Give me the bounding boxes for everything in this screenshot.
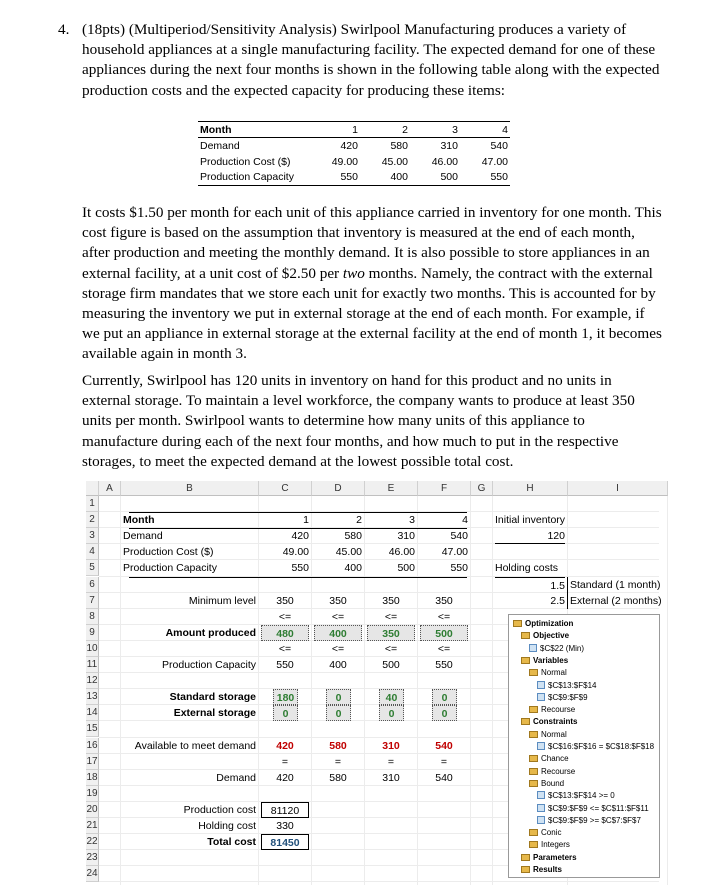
row-header: 22 bbox=[86, 834, 99, 850]
tree-item[interactable] bbox=[529, 729, 567, 740]
table-row bbox=[198, 170, 510, 186]
cell-value: 420 bbox=[276, 771, 294, 784]
cell-value: 540 bbox=[435, 739, 453, 752]
cell-decision-variable: 40 bbox=[379, 689, 404, 705]
sheet-corner bbox=[86, 481, 99, 496]
row-header: 2 bbox=[86, 512, 99, 528]
row-header: 14 bbox=[86, 705, 99, 721]
cell-value: 350 bbox=[382, 594, 400, 607]
tree-item-label: $C$22 (Min) bbox=[540, 643, 585, 653]
tree-item[interactable] bbox=[513, 618, 573, 629]
paragraph-text: It costs $1.50 per month for each unit of this appliance carried in inventory for one month. This cost figure is based on the assumption that inventory is measured at the end of each month, after production and meeting the monthly demand. It is also possible to store appliances in an external facility, at a unit cost of $2.50 per bbox=[82, 204, 662, 282]
tree-item-label: Conic bbox=[541, 828, 562, 838]
cell-value: 350 bbox=[435, 594, 453, 607]
table-cell: 500 bbox=[410, 170, 460, 186]
tree-item-label: Results bbox=[533, 865, 562, 874]
cell-value: 400 bbox=[344, 562, 362, 575]
cell-label: Holding cost bbox=[198, 820, 256, 832]
row-header: 5 bbox=[86, 560, 99, 576]
row-header: 11 bbox=[86, 657, 99, 673]
cell-label: Standard (1 month) bbox=[570, 578, 661, 591]
cell-value: 46.00 bbox=[388, 546, 415, 559]
cell-value: 2.5 bbox=[550, 594, 565, 607]
tree-item[interactable] bbox=[521, 655, 568, 666]
tree-item[interactable] bbox=[529, 766, 575, 777]
cell-op: <= bbox=[278, 610, 292, 623]
tree-item[interactable] bbox=[529, 667, 567, 678]
row-header: 3 bbox=[86, 528, 99, 544]
cell-decision-variable: 0 bbox=[326, 705, 351, 721]
tree-item-label: $C$9:$F$9 <= $C$11:$F$11 bbox=[548, 803, 649, 813]
constraint-icon bbox=[537, 791, 545, 799]
tree-item-label: Normal bbox=[541, 729, 567, 739]
paragraph-emphasis: two bbox=[342, 264, 365, 282]
folder-icon bbox=[521, 632, 530, 639]
cell-decision-variable: 0 bbox=[379, 705, 404, 721]
cell-label: Month bbox=[123, 514, 155, 527]
column-header: I bbox=[568, 481, 668, 496]
table-cell: 550 bbox=[460, 170, 510, 186]
problem-number: 4. bbox=[58, 21, 70, 38]
cell-value: 310 bbox=[382, 739, 400, 752]
folder-icon bbox=[521, 657, 530, 664]
row-header: 23 bbox=[86, 850, 99, 866]
row-header: 6 bbox=[86, 577, 99, 593]
row-label: Demand bbox=[200, 139, 240, 152]
column-header: G bbox=[471, 481, 493, 496]
cell-label: Demand bbox=[123, 530, 163, 543]
cell-value: 550 bbox=[291, 562, 309, 575]
cell-value: 540 bbox=[435, 771, 453, 784]
cell-op: <= bbox=[437, 610, 451, 623]
folder-icon bbox=[529, 780, 538, 787]
cell-value: 550 bbox=[450, 562, 468, 575]
table-cell: 550 bbox=[310, 170, 360, 186]
tree-item-label: $C$13:$F$14 bbox=[548, 680, 597, 690]
cell-value: 81120 bbox=[261, 802, 309, 818]
folder-icon bbox=[529, 829, 538, 836]
column-header: E bbox=[365, 481, 418, 496]
cell-op: = bbox=[440, 755, 448, 768]
cell-value: 330 bbox=[276, 820, 294, 832]
cell-value: 1 bbox=[303, 514, 309, 527]
table-cell: 47.00 bbox=[481, 155, 508, 168]
grid-col-line bbox=[470, 496, 471, 885]
row-header: 4 bbox=[86, 544, 99, 560]
row-header: 13 bbox=[86, 689, 99, 705]
cell-label: External (2 months) bbox=[570, 594, 662, 607]
problem-intro-text: (18pts) (Multiperiod/Sensitivity Analysis) Swirlpool Manufacturing produces a variety of household appliances at a single manufacturing facility. The expected demand for one of these appliances during the next four months is shown in the following table along with the expected production costs and the expected capacity for producing these items: bbox=[82, 21, 660, 99]
grid-col-line bbox=[364, 496, 365, 885]
folder-icon bbox=[529, 669, 538, 676]
table-cell: 580 bbox=[390, 139, 408, 152]
grid-col-line bbox=[667, 496, 668, 885]
cell-decision-variable: 0 bbox=[432, 689, 457, 705]
cell-label: Production Cost ($) bbox=[123, 546, 214, 559]
cell-value: 310 bbox=[397, 530, 415, 543]
table-cell: 3 bbox=[410, 122, 460, 138]
tree-item[interactable] bbox=[537, 790, 615, 801]
cell-op: = bbox=[334, 755, 342, 768]
tree-item[interactable] bbox=[521, 864, 562, 875]
tree-item-label: Objective bbox=[533, 631, 570, 641]
row-header: 1 bbox=[86, 496, 99, 512]
cell-value: 45.00 bbox=[335, 546, 362, 559]
cell-value: 580 bbox=[344, 530, 362, 543]
cell-label: Production cost bbox=[183, 803, 256, 816]
cell-value: 310 bbox=[382, 771, 400, 784]
table-cell: 420 bbox=[340, 139, 358, 152]
cell-value: 550 bbox=[435, 659, 453, 671]
constraint-icon bbox=[537, 742, 545, 750]
constraint-icon bbox=[537, 681, 545, 689]
grid-col-line bbox=[120, 496, 121, 885]
cell-decision-variable: 500 bbox=[420, 625, 468, 641]
tree-item-label: Constraints bbox=[533, 717, 578, 727]
cell-value: 350 bbox=[276, 594, 294, 607]
cell-label: Total cost bbox=[207, 836, 256, 849]
cell-label: External storage bbox=[173, 707, 256, 720]
grid-col-line bbox=[492, 496, 493, 885]
folder-icon bbox=[529, 755, 538, 762]
folder-icon bbox=[529, 706, 538, 713]
table-rule bbox=[129, 528, 467, 529]
tree-item-label: Chance bbox=[541, 754, 569, 764]
cell-value: 3 bbox=[409, 514, 415, 527]
column-header: F bbox=[418, 481, 471, 496]
column-header: B bbox=[121, 481, 259, 496]
cell-op: = bbox=[281, 755, 289, 768]
constraint-icon bbox=[537, 816, 545, 824]
cell-op: <= bbox=[331, 610, 345, 623]
row-header: 17 bbox=[86, 754, 99, 770]
column-header: H bbox=[493, 481, 568, 496]
cell-op: <= bbox=[384, 642, 398, 655]
tree-item[interactable] bbox=[521, 716, 577, 727]
row-header: 8 bbox=[86, 609, 99, 625]
cell-decision-variable: 480 bbox=[261, 625, 309, 641]
tree-item[interactable] bbox=[537, 815, 641, 826]
table-cell: 4 bbox=[460, 122, 510, 138]
tree-item-label: $C$9:$F$9 bbox=[548, 692, 588, 702]
cell-op: <= bbox=[331, 642, 345, 655]
row-header: 16 bbox=[86, 738, 99, 754]
cell-value: 580 bbox=[329, 771, 347, 784]
tree-item-label: Optimization bbox=[525, 619, 574, 628]
cell-value: 580 bbox=[329, 739, 347, 752]
demand-table bbox=[198, 121, 510, 186]
row-header: 21 bbox=[86, 818, 99, 834]
tree-item-label: Variables bbox=[533, 655, 569, 665]
cell-decision-variable: 350 bbox=[367, 625, 415, 641]
table-cell: 400 bbox=[360, 170, 410, 186]
row-header: 15 bbox=[86, 721, 99, 737]
row-header: 12 bbox=[86, 673, 99, 689]
tree-item-label: Recourse bbox=[541, 766, 576, 776]
cell-value: 500 bbox=[397, 562, 415, 575]
cell-value: 420 bbox=[276, 739, 294, 752]
row-label: Production Capacity bbox=[198, 170, 310, 186]
tree-item[interactable] bbox=[529, 827, 561, 838]
row-header: 9 bbox=[86, 625, 99, 641]
table-row bbox=[198, 138, 510, 154]
table-rule bbox=[129, 512, 467, 513]
constraint-icon bbox=[537, 693, 545, 701]
row-header: 10 bbox=[86, 641, 99, 657]
folder-icon bbox=[521, 854, 530, 861]
row-header: 19 bbox=[86, 786, 99, 802]
cell-value: 120 bbox=[495, 528, 565, 544]
cell-op: = bbox=[387, 755, 395, 768]
cell-label: Minimum level bbox=[188, 594, 256, 607]
tree-item[interactable] bbox=[521, 852, 577, 863]
tree-item[interactable] bbox=[529, 839, 570, 850]
column-header: A bbox=[99, 481, 121, 496]
column-header: D bbox=[312, 481, 365, 496]
cell-label: Production Capacity bbox=[123, 562, 217, 575]
constraint-icon bbox=[537, 804, 545, 812]
folder-icon bbox=[529, 841, 538, 848]
row-header: 7 bbox=[86, 593, 99, 609]
tree-item-label: Normal bbox=[541, 668, 567, 678]
tree-item[interactable] bbox=[529, 753, 569, 764]
spreadsheet bbox=[86, 481, 662, 885]
tree-item[interactable] bbox=[521, 630, 569, 641]
table-cell: 46.00 bbox=[431, 155, 458, 168]
tree-item-label: $C$13:$F$14 >= 0 bbox=[548, 791, 615, 801]
cell-value: 49.00 bbox=[282, 546, 309, 559]
table-cell: 49.00 bbox=[331, 155, 358, 168]
table-row bbox=[198, 154, 510, 170]
grid-col-line bbox=[258, 496, 259, 885]
cell-label: Standard storage bbox=[169, 691, 256, 704]
cell-decision-variable: 400 bbox=[314, 625, 362, 641]
tree-item[interactable] bbox=[537, 692, 588, 703]
folder-icon bbox=[521, 866, 530, 873]
table-cell: 1 bbox=[310, 122, 360, 138]
table-cell: 540 bbox=[490, 139, 508, 152]
paragraph-storage bbox=[82, 203, 662, 365]
folder-icon bbox=[529, 731, 538, 738]
cell-value: 400 bbox=[329, 659, 347, 671]
tree-item[interactable] bbox=[537, 803, 649, 814]
cell-decision-variable: 180 bbox=[273, 689, 298, 705]
cell-op: <= bbox=[437, 642, 451, 655]
cell-value: 1.5 bbox=[495, 577, 565, 593]
cell-decision-variable: 0 bbox=[326, 689, 351, 705]
tree-item[interactable] bbox=[529, 643, 584, 654]
table-cell: 310 bbox=[440, 139, 458, 152]
cell-label: Amount produced bbox=[165, 626, 256, 639]
cell-decision-variable: 0 bbox=[273, 705, 298, 721]
grid-row-line bbox=[99, 881, 659, 882]
cell-value: 500 bbox=[382, 659, 400, 671]
problem-intro bbox=[60, 20, 660, 101]
grid-col-line bbox=[311, 496, 312, 885]
tree-item[interactable] bbox=[529, 778, 564, 789]
folder-icon bbox=[513, 620, 522, 627]
row-header: 18 bbox=[86, 770, 99, 786]
table-cell: 45.00 bbox=[381, 155, 408, 168]
cell-value: 550 bbox=[276, 659, 294, 671]
tree-item-label: Bound bbox=[541, 778, 565, 788]
tree-item-label: Integers bbox=[541, 840, 570, 850]
tree-item-label: Parameters bbox=[533, 852, 577, 862]
row-label: Month bbox=[198, 122, 310, 138]
table-cell: 2 bbox=[360, 122, 410, 138]
cell-value: 350 bbox=[329, 594, 347, 607]
folder-icon bbox=[521, 718, 530, 725]
cell-value: 4 bbox=[462, 514, 468, 527]
tree-item[interactable] bbox=[529, 704, 575, 715]
column-header: C bbox=[259, 481, 312, 496]
cell-op: <= bbox=[278, 642, 292, 655]
cell-decision-variable: 0 bbox=[432, 705, 457, 721]
cell-objective: 81450 bbox=[261, 834, 309, 850]
tree-item[interactable] bbox=[537, 741, 654, 752]
tree-item[interactable] bbox=[537, 680, 596, 691]
row-header: 24 bbox=[86, 866, 99, 882]
row-header: 20 bbox=[86, 802, 99, 818]
table-rule bbox=[129, 577, 467, 578]
cell-value: 420 bbox=[291, 530, 309, 543]
table-row bbox=[198, 122, 510, 138]
constraint-icon bbox=[529, 644, 537, 652]
section-border bbox=[567, 577, 568, 609]
paragraph-text: months. Namely, the contract with the external storage firm mandates that we store each unit for exactly two months. This is accounted for by measuring the inventory we put in external storage at the end of each month. For example, if we put an appliance in external storage at the external facility at the end of month 1, it becomes available again in month 3. bbox=[82, 264, 662, 363]
paragraph-objective: Currently, Swirlpool has 120 units in inventory on hand for this product and no units in external storage. To maintain a level workforce, the company wants to produce at least 350 units per month. Swirlpool wants to determine how many units of this appliance to manufacture during each of the next four months, and how much to put in the respective storages, to meet the expected demand at the lowest possible total cost. bbox=[82, 372, 635, 470]
tree-item-label: $C$16:$F$16 = $C$18:$F$18 bbox=[548, 742, 655, 751]
row-label: Production Cost ($) bbox=[200, 155, 291, 168]
tree-item-label: $C$9:$F$9 >= $C$7:$F$7 bbox=[548, 815, 641, 825]
cell-value: 540 bbox=[450, 530, 468, 543]
cell-label: Initial inventory bbox=[495, 514, 566, 527]
cell-op: <= bbox=[384, 610, 398, 623]
grid-col-line bbox=[417, 496, 418, 885]
cell-label: Production Capacity bbox=[162, 659, 256, 671]
cell-value: 47.00 bbox=[441, 546, 468, 559]
cell-value: 2 bbox=[356, 514, 362, 527]
cell-label: Holding costs bbox=[495, 562, 559, 575]
cell-label: Demand bbox=[216, 771, 256, 784]
solver-model-tree bbox=[508, 614, 660, 878]
cell-label: Available to meet demand bbox=[134, 739, 256, 752]
tree-item-label: Recourse bbox=[541, 705, 576, 715]
folder-icon bbox=[529, 768, 538, 775]
